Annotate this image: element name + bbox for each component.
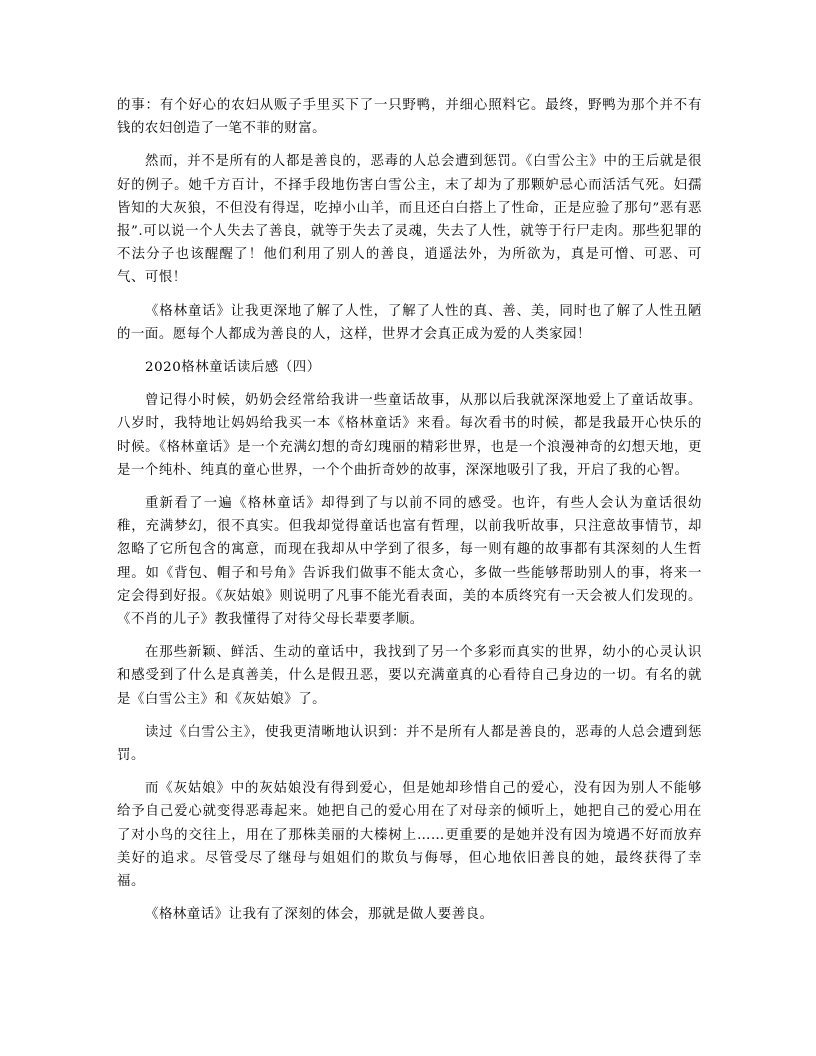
paragraph-snow-white: 读过《白雪公主》，使我更清晰地认识到：并不是所有人都是善良的，恶毒的人总会遭到惩罚。: [117, 724, 702, 764]
paragraph-conclusion: 《格林童话》让我更深地了解了人性，了解了人性的真、善、美，同时也了解了人性丑陋的一面。愿每个人都成为善良的人，这样，世界才会真正成为爱的人类家园！: [117, 303, 702, 342]
paragraph-cinderella: 而《灰姑娘》中的灰姑娘没有得到爱心，但是她却珍惜自己的爱心，没有因为别人不能够给予自己爱心就变得恶毒起来。她把自己的爱心用在了对母亲的倾听上，她把自己的爱心用在了对小鸟的交往上，用在了那株美丽的大榛树上……更重要的是她并没有因为境遇不好而放弃美好的追求。尽管受尽了继母与姐姐们的欺负与侮辱，但心地依旧善良的她，最终获得了幸福。: [117, 781, 702, 890]
paragraph-reread: 重新看了一遍《格林童话》却得到了与以前不同的感受。也许，有些人会认为童话很幼稚，充满梦幻，很不真实。但我却觉得童话也富有哲理，以前我听故事，只注意故事情节，却忽略了它所包含的寓意，而现在我却从中学到了很多，每一则有趣的故事都有其深刻的人生哲理。如《背包、帽子和号角》告诉我们做事不能太贪心，多做一些能够帮助别人的事，将来一定会得到好报。《灰姑娘》则说明了凡事不能光看表面，美的本质终究有一天会被人们发现的。《不肖的儿子》教我懂得了对待父母长辈要孝顺。: [117, 496, 702, 628]
paragraph-evil-punished: 然而，并不是所有的人都是善良的，恶毒的人总会遭到惩罚。《白雪公主》中的王后就是很好的例子。她千方百计，不择手段地伤害白雪公主，末了却为了那颗妒忌心而活活气死。妇孺皆知的大灰狼，不但没有得逞，吃掉小山羊，而且还白白搭上了性命，正是应验了那句”恶有恶报”.可以说一个人失去了善良，就等于失去了灵魂，失去了人性，就等于行尸走肉。那些犯罪的不法分子也该醒醒了！他们利用了别人的善良，逍遥法外，为所欲为，真是可憎、可恶、可气、可恨！: [117, 154, 702, 286]
paragraph-final: 《格林童话》让我有了深刻的体会，那就是做人要善良。: [145, 907, 494, 923]
document-body: [117, 94, 702, 937]
section-heading: 2020格林童话读后感（四）: [145, 360, 321, 376]
paragraph-fairy-world: 在那些新颖、鲜活、生动的童话中，我找到了另一个多彩而真实的世界，幼小的心灵认识和感受到了什么是真善美，什么是假丑恶，要以充满童真的心看待自己身边的一切。有名的就是《白雪公主》和《灰姑娘》了。: [117, 645, 702, 707]
paragraph-continuation: 的事：有个好心的农妇从贩子手里买下了一只野鸭，并细心照料它。最终，野鸭为那个并不有钱的农妇创造了一笔不菲的财富。: [117, 98, 702, 137]
paragraph-childhood: 曾记得小时候，奶奶会经常给我讲一些童话故事，从那以后我就深深地爱上了童话故事。八岁时，我特地让妈妈给我买一本《格林童话》来看。每次看书的时候，都是我最开心快乐的时候。《格林童话》是一个充满幻想的奇幻瑰丽的精彩世界，也是一个浪漫神奇的幻想天地，更是一个纯朴、纯真的童心世界，一个个曲折奇妙的故事，深深地吸引了我，开启了我的心智。: [117, 393, 702, 478]
